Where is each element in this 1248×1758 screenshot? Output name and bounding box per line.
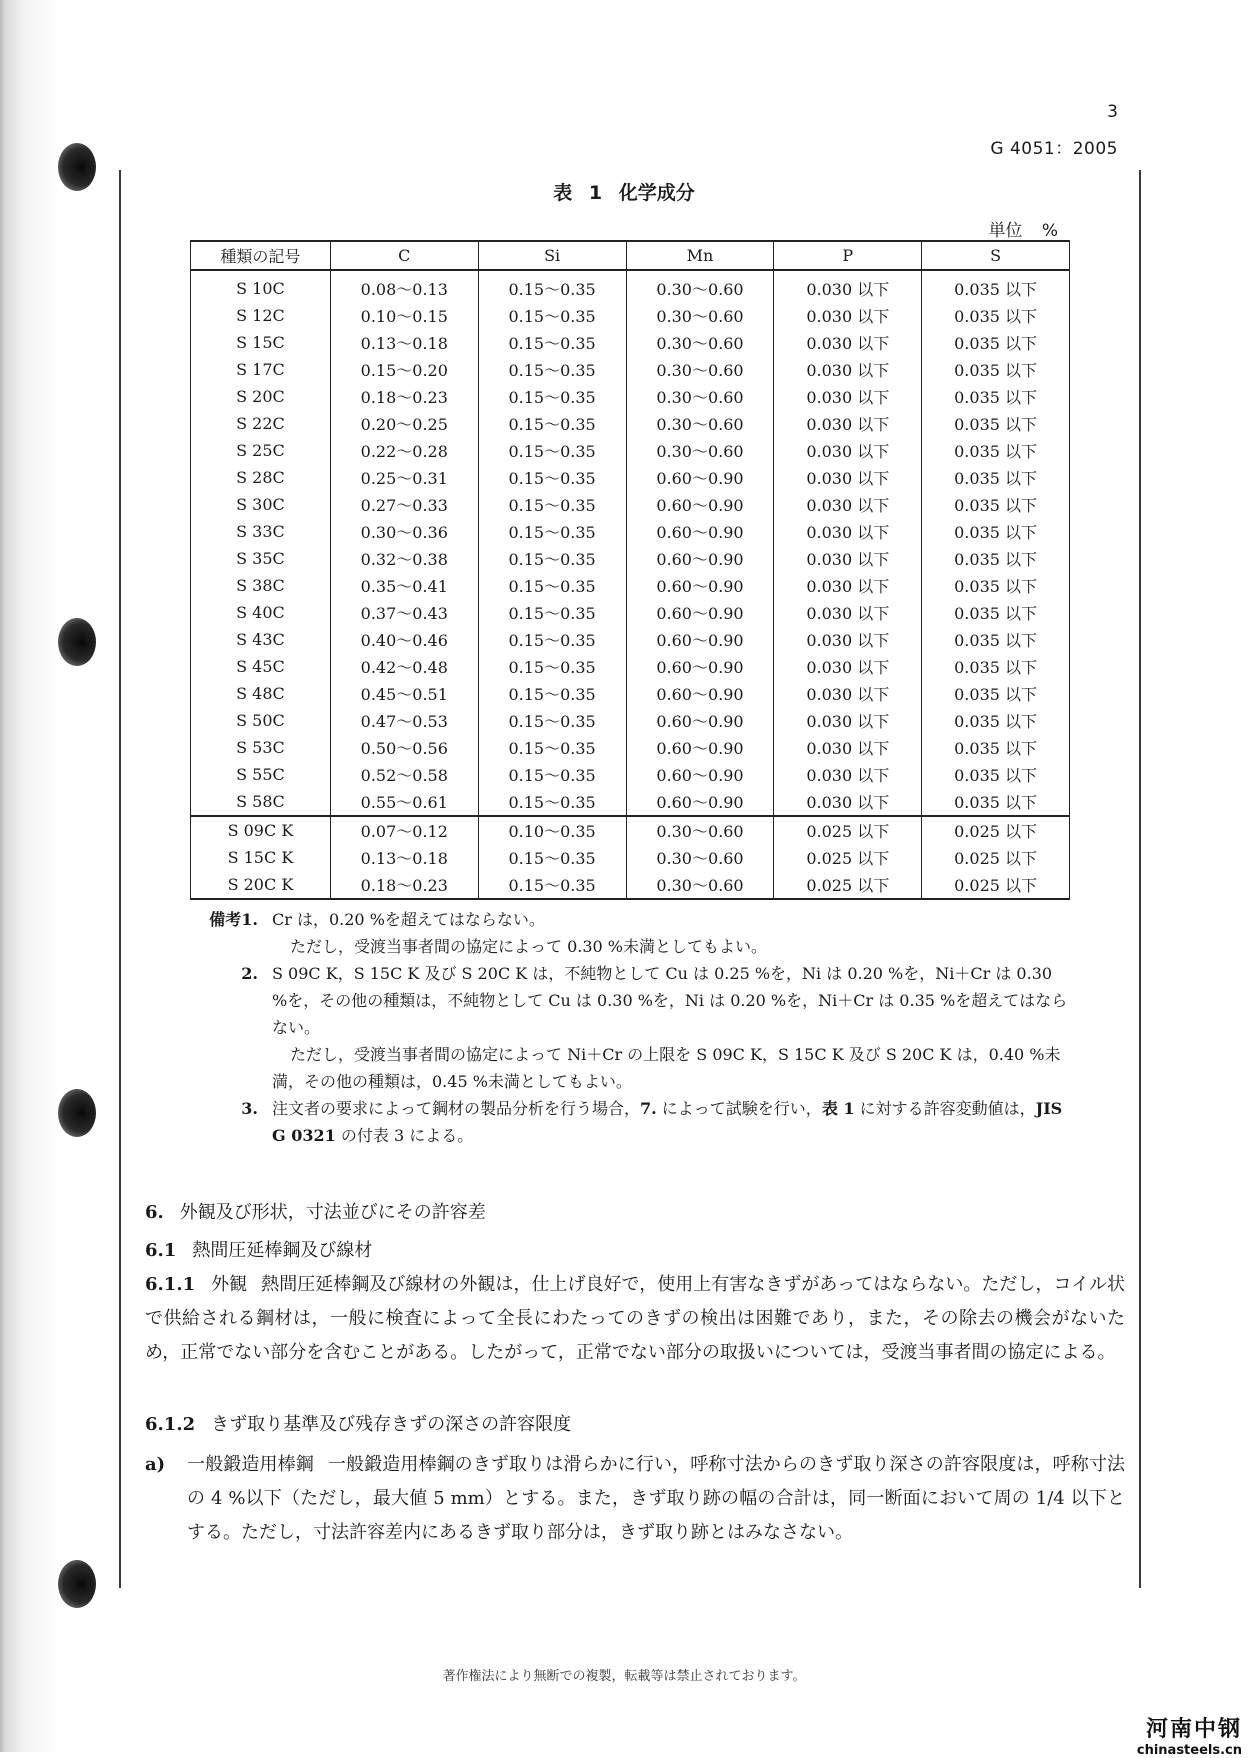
table-cell: 0.030 以下 bbox=[774, 356, 922, 383]
grade-symbol-cell: S 53C bbox=[191, 734, 331, 761]
table-cell: 0.30〜0.60 bbox=[626, 383, 774, 410]
margin-rule-right bbox=[1139, 170, 1141, 1588]
note-text-part: によって試験を行い， bbox=[656, 1099, 822, 1118]
table-row bbox=[191, 788, 1070, 816]
table-cell: 0.15〜0.35 bbox=[478, 599, 626, 626]
note-text-part: 注文者の要求によって鋼材の製品分析を行う場合， bbox=[272, 1099, 641, 1118]
table-cell: 0.030 以下 bbox=[774, 270, 922, 302]
table-cell: 0.18〜0.23 bbox=[330, 383, 478, 410]
table-row bbox=[191, 761, 1070, 788]
table-cell: 0.30〜0.60 bbox=[626, 437, 774, 464]
table-row bbox=[191, 270, 1070, 302]
table-cell: 0.60〜0.90 bbox=[626, 734, 774, 761]
section-title: 熱間圧延棒鋼及び線材 bbox=[192, 1240, 373, 1261]
table-cell: 0.035 以下 bbox=[922, 707, 1070, 734]
table-cell: 0.15〜0.35 bbox=[478, 410, 626, 437]
table-cell: 0.15〜0.35 bbox=[478, 680, 626, 707]
table-cell: 0.47〜0.53 bbox=[330, 707, 478, 734]
grade-symbol-cell: S 43C bbox=[191, 626, 331, 653]
binder-hole bbox=[58, 1560, 96, 1608]
grade-symbol-cell: S 30C bbox=[191, 491, 331, 518]
table-cell: 0.60〜0.90 bbox=[626, 491, 774, 518]
table-cell: 0.035 以下 bbox=[922, 491, 1070, 518]
table-cell: 0.60〜0.90 bbox=[626, 788, 774, 816]
table-cell: 0.08〜0.13 bbox=[330, 270, 478, 302]
column-header: C bbox=[330, 241, 478, 270]
table-cell: 0.15〜0.35 bbox=[478, 761, 626, 788]
table-cell: 0.025 以下 bbox=[922, 816, 1070, 844]
watermark-url: chinasteels.cn bbox=[1136, 1743, 1242, 1758]
table-cell: 0.60〜0.90 bbox=[626, 653, 774, 680]
grade-symbol-cell: S 50C bbox=[191, 707, 331, 734]
table-cell: 0.18〜0.23 bbox=[330, 871, 478, 899]
table-row bbox=[191, 518, 1070, 545]
grade-symbol-cell: S 45C bbox=[191, 653, 331, 680]
table-row bbox=[191, 599, 1070, 626]
table-cell: 0.030 以下 bbox=[774, 707, 922, 734]
clause-reference: 7. bbox=[640, 1099, 657, 1118]
page-number: 3 bbox=[1107, 102, 1118, 122]
note-text: ただし，受渡当事者間の協定によって Ni＋Cr の上限を S 09C K，S 15C K 及び S 20C K は，0.40 %未満，その他の種類は，0.45 %未満としてもよい。 bbox=[272, 1045, 1061, 1091]
grade-symbol-cell: S 40C bbox=[191, 599, 331, 626]
table-cell: 0.035 以下 bbox=[922, 356, 1070, 383]
grade-symbol-cell: S 10C bbox=[191, 270, 331, 302]
table-title: 表 1 化学成分 bbox=[553, 182, 695, 204]
table-cell: 0.035 以下 bbox=[922, 626, 1070, 653]
grade-symbol-cell: S 48C bbox=[191, 680, 331, 707]
grade-symbol-cell: S 20C K bbox=[191, 871, 331, 899]
section-number: 6.1.2 bbox=[145, 1414, 196, 1435]
grade-symbol-cell: S 15C K bbox=[191, 844, 331, 871]
table-cell: 0.22〜0.28 bbox=[330, 437, 478, 464]
list-item-label: a) bbox=[145, 1454, 166, 1475]
table-cell: 0.60〜0.90 bbox=[626, 626, 774, 653]
table-cell: 0.60〜0.90 bbox=[626, 707, 774, 734]
table-row bbox=[191, 491, 1070, 518]
table-cell: 0.035 以下 bbox=[922, 464, 1070, 491]
table-cell: 0.15〜0.35 bbox=[478, 871, 626, 899]
section-body: 熱間圧延棒鋼及び線材の外観は，仕上げ良好で，使用上有害なきずがあってはならない。ただし，コイル状で供給される鋼材は，一般に検査によって全長にわたってのきずの検出は困難であり，また，その除去の機会がないため，正常でない部分を含むことがある。したがって，正常でない部分の取扱いについては，受渡当事者間の協定による。 bbox=[145, 1274, 1125, 1363]
section-title: 外観 bbox=[211, 1274, 248, 1295]
table-cell: 0.52〜0.58 bbox=[330, 761, 478, 788]
table-cell: 0.030 以下 bbox=[774, 545, 922, 572]
table-cell: 0.030 以下 bbox=[774, 437, 922, 464]
column-header: 種類の記号 bbox=[191, 241, 331, 270]
unit-label: 単位 % bbox=[988, 221, 1058, 241]
grade-symbol-cell: S 17C bbox=[191, 356, 331, 383]
watermark bbox=[1137, 1712, 1242, 1758]
table-cell: 0.32〜0.38 bbox=[330, 545, 478, 572]
table-cell: 0.035 以下 bbox=[922, 302, 1070, 329]
note-label: 3. bbox=[241, 1099, 258, 1118]
table-cell: 0.27〜0.33 bbox=[330, 491, 478, 518]
note-1 bbox=[200, 906, 1070, 960]
table-cell: 0.15〜0.35 bbox=[478, 545, 626, 572]
grade-symbol-cell: S 15C bbox=[191, 329, 331, 356]
table-cell: 0.30〜0.60 bbox=[626, 270, 774, 302]
table-cell: 0.025 以下 bbox=[774, 816, 922, 844]
table-cell: 0.025 以下 bbox=[774, 844, 922, 871]
grade-symbol-cell: S 55C bbox=[191, 761, 331, 788]
note-text: ただし，受渡当事者間の協定によって 0.30 %未満としてもよい。 bbox=[290, 937, 768, 956]
table-cell: 0.60〜0.90 bbox=[626, 518, 774, 545]
table-row bbox=[191, 871, 1070, 899]
section-6-heading bbox=[145, 1198, 1125, 1224]
table-cell: 0.035 以下 bbox=[922, 383, 1070, 410]
grade-symbol-cell: S 28C bbox=[191, 464, 331, 491]
table-cell: 0.15〜0.35 bbox=[478, 572, 626, 599]
note-text-part: に対する許容変動値は， bbox=[854, 1099, 1036, 1118]
standard-reference: JIS G 0321 bbox=[272, 1099, 1063, 1145]
table-cell: 0.55〜0.61 bbox=[330, 788, 478, 816]
table-row bbox=[191, 437, 1070, 464]
table-cell: 0.15〜0.35 bbox=[478, 626, 626, 653]
note-3 bbox=[200, 1095, 1070, 1149]
table-cell: 0.030 以下 bbox=[774, 626, 922, 653]
grade-symbol-cell: S 33C bbox=[191, 518, 331, 545]
table-row bbox=[191, 844, 1070, 871]
copyright-footer: 著作権法により無断での複製，転載等は禁止されております。 bbox=[442, 1669, 806, 1684]
table-cell: 0.15〜0.35 bbox=[478, 356, 626, 383]
margin-rule-left bbox=[119, 170, 121, 1588]
table-cell: 0.30〜0.60 bbox=[626, 844, 774, 871]
watermark-name: 河南中钢 bbox=[1145, 1717, 1242, 1742]
table-cell: 0.15〜0.35 bbox=[478, 302, 626, 329]
table-cell: 0.035 以下 bbox=[922, 572, 1070, 599]
table-cell: 0.07〜0.12 bbox=[330, 816, 478, 844]
table-row bbox=[191, 356, 1070, 383]
table-cell: 0.030 以下 bbox=[774, 491, 922, 518]
column-header: Mn bbox=[626, 241, 774, 270]
table-row bbox=[191, 626, 1070, 653]
table-cell: 0.035 以下 bbox=[922, 270, 1070, 302]
binder-hole bbox=[58, 618, 96, 666]
table-body bbox=[191, 270, 1070, 899]
note-text-part: の付表 3 による。 bbox=[335, 1126, 474, 1145]
note-label: 備考1. bbox=[209, 910, 258, 929]
note-text: S 09C K，S 15C K 及び S 20C K は，不純物として Cu は 0.25 %を，Ni は 0.20 %を，Ni＋Cr は 0.30 %を，その他の種類は，不純物として Cu は 0.30 %を，Ni は 0.20 %を，Ni＋Cr は 0.35 %を超えてはならない。 bbox=[272, 964, 1068, 1037]
chemical-composition-table bbox=[190, 240, 1070, 900]
table-cell: 0.035 以下 bbox=[922, 545, 1070, 572]
table-cell: 0.030 以下 bbox=[774, 302, 922, 329]
note-text bbox=[272, 1095, 1070, 1149]
table-cell: 0.13〜0.18 bbox=[330, 844, 478, 871]
standard-id: G 4051：2005 bbox=[990, 139, 1118, 159]
table-cell: 0.030 以下 bbox=[774, 410, 922, 437]
table-header-row bbox=[191, 241, 1070, 270]
column-header: Si bbox=[478, 241, 626, 270]
table-row bbox=[191, 653, 1070, 680]
table-cell: 0.30〜0.60 bbox=[626, 871, 774, 899]
column-header: S bbox=[922, 241, 1070, 270]
table-cell: 0.15〜0.35 bbox=[478, 734, 626, 761]
table-cell: 0.035 以下 bbox=[922, 680, 1070, 707]
table-row bbox=[191, 680, 1070, 707]
table-cell: 0.37〜0.43 bbox=[330, 599, 478, 626]
table-cell: 0.035 以下 bbox=[922, 653, 1070, 680]
table-cell: 0.15〜0.35 bbox=[478, 518, 626, 545]
list-item-a bbox=[145, 1448, 1125, 1550]
table-row bbox=[191, 816, 1070, 844]
table-cell: 0.15〜0.35 bbox=[478, 844, 626, 871]
table-row bbox=[191, 572, 1070, 599]
table-cell: 0.030 以下 bbox=[774, 734, 922, 761]
note-text: Cr は，0.20 %を超えてはならない。 bbox=[272, 910, 545, 929]
table-row bbox=[191, 383, 1070, 410]
table-cell: 0.15〜0.35 bbox=[478, 270, 626, 302]
table-cell: 0.030 以下 bbox=[774, 464, 922, 491]
table-cell: 0.15〜0.35 bbox=[478, 707, 626, 734]
table-cell: 0.50〜0.56 bbox=[330, 734, 478, 761]
grade-symbol-cell: S 35C bbox=[191, 545, 331, 572]
grade-symbol-cell: S 22C bbox=[191, 410, 331, 437]
table-cell: 0.030 以下 bbox=[774, 653, 922, 680]
table-cell: 0.10〜0.35 bbox=[478, 816, 626, 844]
table-cell: 0.035 以下 bbox=[922, 410, 1070, 437]
section-title: 外観及び形状，寸法並びにその許容差 bbox=[179, 1202, 486, 1223]
table-cell: 0.30〜0.60 bbox=[626, 356, 774, 383]
note-label: 2. bbox=[241, 964, 258, 983]
table-cell: 0.030 以下 bbox=[774, 761, 922, 788]
table-cell: 0.60〜0.90 bbox=[626, 599, 774, 626]
column-header: P bbox=[774, 241, 922, 270]
table-cell: 0.15〜0.35 bbox=[478, 329, 626, 356]
table-cell: 0.15〜0.35 bbox=[478, 383, 626, 410]
table-row bbox=[191, 410, 1070, 437]
table-cell: 0.60〜0.90 bbox=[626, 464, 774, 491]
table-cell: 0.15〜0.20 bbox=[330, 356, 478, 383]
section-number: 6.1.1 bbox=[145, 1274, 196, 1295]
table-reference: 表 1 bbox=[821, 1099, 855, 1118]
section-6-1-heading bbox=[145, 1236, 1125, 1262]
grade-symbol-cell: S 38C bbox=[191, 572, 331, 599]
table-cell: 0.20〜0.25 bbox=[330, 410, 478, 437]
grade-symbol-cell: S 12C bbox=[191, 302, 331, 329]
grade-symbol-cell: S 09C K bbox=[191, 816, 331, 844]
table-cell: 0.30〜0.36 bbox=[330, 518, 478, 545]
table-cell: 0.030 以下 bbox=[774, 383, 922, 410]
scan-left-shadow bbox=[0, 0, 60, 1752]
table-cell: 0.40〜0.46 bbox=[330, 626, 478, 653]
table-cell: 0.30〜0.60 bbox=[626, 329, 774, 356]
grade-symbol-cell: S 25C bbox=[191, 437, 331, 464]
grade-symbol-cell: S 58C bbox=[191, 788, 331, 816]
table-row bbox=[191, 329, 1070, 356]
table-notes bbox=[200, 906, 1070, 1149]
table-cell: 0.60〜0.90 bbox=[626, 761, 774, 788]
table-cell: 0.030 以下 bbox=[774, 599, 922, 626]
note-2 bbox=[200, 960, 1070, 1095]
table-row bbox=[191, 464, 1070, 491]
table-row bbox=[191, 302, 1070, 329]
table-cell: 0.42〜0.48 bbox=[330, 653, 478, 680]
table-cell: 0.60〜0.90 bbox=[626, 680, 774, 707]
table-cell: 0.15〜0.35 bbox=[478, 788, 626, 816]
section-6-1-1 bbox=[145, 1268, 1125, 1370]
table-cell: 0.60〜0.90 bbox=[626, 572, 774, 599]
table-cell: 0.35〜0.41 bbox=[330, 572, 478, 599]
section-number: 6.1 bbox=[145, 1240, 177, 1261]
table-cell: 0.035 以下 bbox=[922, 329, 1070, 356]
table-cell: 0.15〜0.35 bbox=[478, 464, 626, 491]
table-cell: 0.035 以下 bbox=[922, 518, 1070, 545]
table-cell: 0.30〜0.60 bbox=[626, 302, 774, 329]
table-cell: 0.035 以下 bbox=[922, 599, 1070, 626]
table-row bbox=[191, 734, 1070, 761]
table-cell: 0.13〜0.18 bbox=[330, 329, 478, 356]
section-6-1-2-heading bbox=[145, 1410, 1125, 1436]
table-cell: 0.025 以下 bbox=[922, 844, 1070, 871]
table-cell: 0.60〜0.90 bbox=[626, 545, 774, 572]
table-cell: 0.45〜0.51 bbox=[330, 680, 478, 707]
table-cell: 0.030 以下 bbox=[774, 518, 922, 545]
table-cell: 0.035 以下 bbox=[922, 761, 1070, 788]
table-cell: 0.30〜0.60 bbox=[626, 410, 774, 437]
table-cell: 0.035 以下 bbox=[922, 788, 1070, 816]
table-cell: 0.035 以下 bbox=[922, 437, 1070, 464]
list-item-title: 一般鍛造用棒鋼 bbox=[187, 1454, 314, 1475]
table-cell: 0.15〜0.35 bbox=[478, 653, 626, 680]
list-item-body: 一般鍛造用棒鋼のきず取りは滑らかに行い，呼称寸法からのきず取り深さの許容限度は，呼称寸法の 4 %以下（ただし，最大値 5 mm）とする。また，きず取り跡の幅の合計は，同一断面において周の 1/4 以下とする。ただし，寸法許容差内にあるきず取り部分は，きず取り跡とはみなさない。 bbox=[187, 1454, 1125, 1543]
table-cell: 0.030 以下 bbox=[774, 329, 922, 356]
table-cell: 0.10〜0.15 bbox=[330, 302, 478, 329]
table-cell: 0.025 以下 bbox=[922, 871, 1070, 899]
grade-symbol-cell: S 20C bbox=[191, 383, 331, 410]
section-title: きず取り基準及び残存きずの深さの許容限度 bbox=[211, 1414, 572, 1435]
section-number: 6. bbox=[145, 1202, 164, 1223]
table-cell: 0.030 以下 bbox=[774, 572, 922, 599]
table-cell: 0.030 以下 bbox=[774, 788, 922, 816]
table-row bbox=[191, 545, 1070, 572]
table-cell: 0.025 以下 bbox=[774, 871, 922, 899]
table-cell: 0.15〜0.35 bbox=[478, 491, 626, 518]
table-cell: 0.15〜0.35 bbox=[478, 437, 626, 464]
table-cell: 0.25〜0.31 bbox=[330, 464, 478, 491]
table-cell: 0.030 以下 bbox=[774, 680, 922, 707]
binder-hole bbox=[58, 1089, 96, 1137]
table-row bbox=[191, 707, 1070, 734]
table-cell: 0.30〜0.60 bbox=[626, 816, 774, 844]
table-cell: 0.035 以下 bbox=[922, 734, 1070, 761]
